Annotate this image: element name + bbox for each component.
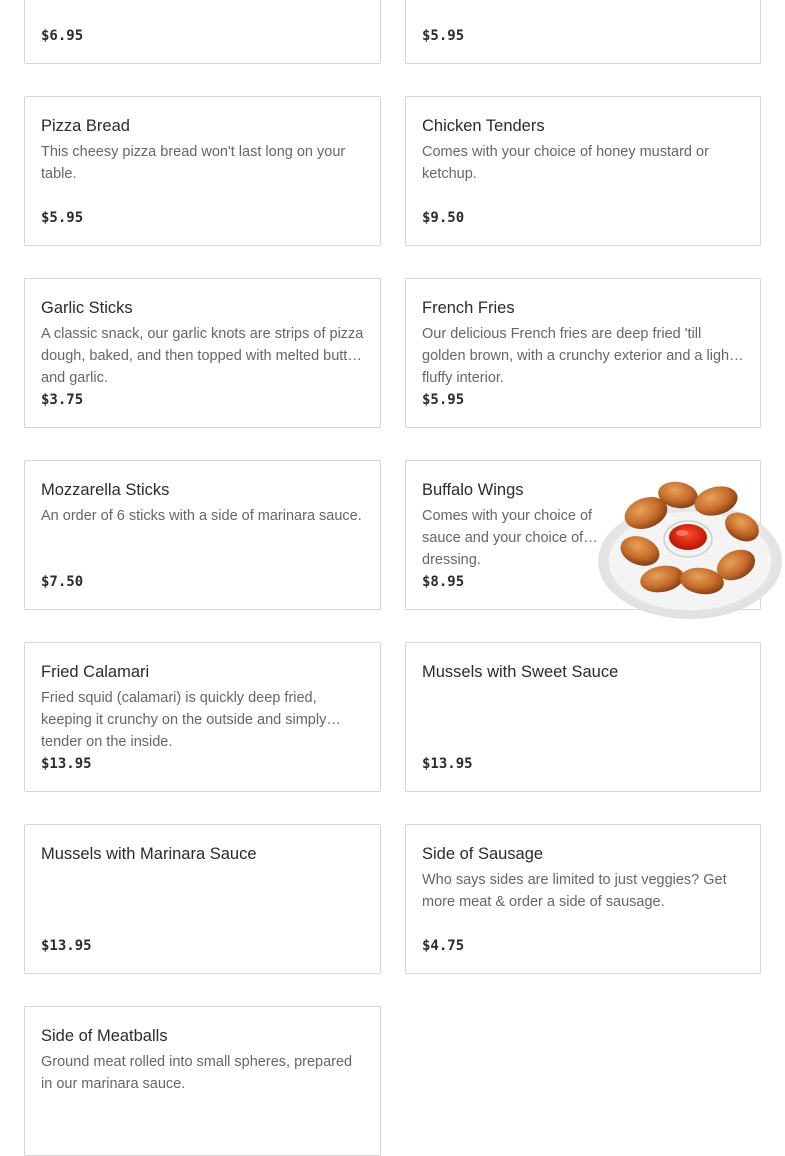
menu-item-card-buffalo-wings[interactable] <box>405 460 761 610</box>
menu-item-body <box>422 643 744 791</box>
menu-item-title: Garlic Sticks <box>41 299 133 317</box>
menu-item-price: $7.50 <box>41 574 84 590</box>
menu-item-title: French Fries <box>422 299 515 317</box>
menu-item-price: $13.95 <box>422 756 473 772</box>
menu-item-title: Mozzarella Sticks <box>41 481 170 499</box>
menu-item-title: Chicken Tenders <box>422 117 545 135</box>
menu-item-body <box>41 97 364 245</box>
menu-item-description <box>422 0 744 3</box>
menu-item-card-side-of-sausage[interactable] <box>405 824 761 974</box>
menu-item-body <box>422 0 744 63</box>
menu-item-price: $4.75 <box>422 938 465 954</box>
menu-item-body <box>422 279 744 427</box>
menu-item-body <box>41 825 364 973</box>
menu-item-price: $13.95 <box>41 938 92 954</box>
menu-item-body <box>41 0 364 63</box>
menu-item-price: $3.75 <box>41 392 84 408</box>
menu-item-description: Fried squid (calamari) is quickly deep fried, keeping it crunchy on the outside and simply tender on the inside. <box>41 690 327 750</box>
menu-item-description: Comes with your choice of sauce and your choice of dressing. <box>422 508 593 568</box>
menu-item-card-garlic-sticks[interactable] <box>24 278 381 428</box>
menu-item-body <box>422 461 600 609</box>
menu-item-title: Side of Sausage <box>422 845 544 863</box>
menu-item-body <box>41 1007 364 1155</box>
menu-item-card-mussels-sweet-sauce[interactable] <box>405 642 761 792</box>
menu-item-description: An order of 6 sticks with a side of marinara sauce. <box>41 508 362 524</box>
menu-item-body <box>41 643 364 791</box>
buffalo-wings-photo <box>616 461 760 609</box>
menu-item-card-mussels-marinara[interactable] <box>24 824 381 974</box>
menu-item-title: Buffalo Wings <box>422 481 524 499</box>
menu-item-title: Fried Calamari <box>41 663 150 681</box>
menu-item-price: $8.95 <box>422 574 465 590</box>
menu-item-body <box>41 461 364 609</box>
menu-item-grid <box>24 0 761 1156</box>
menu-item-title: Pizza Bread <box>41 117 130 135</box>
menu-item-body <box>422 97 744 245</box>
menu-item-description: A classic snack, our garlic knots are strips of pizza dough, baked, and then topped with melted butter and garlic. <box>41 326 364 386</box>
menu-item-description: Ground meat rolled into small spheres, prepared in our marinara sauce. <box>41 1054 353 1092</box>
menu-item-card[interactable] <box>24 0 381 64</box>
menu-item-price: $5.95 <box>422 392 465 408</box>
menu-item-card-mozzarella-sticks[interactable] <box>24 460 381 610</box>
menu-item-price: $5.95 <box>422 28 465 44</box>
menu-item-price: $6.95 <box>41 28 84 44</box>
menu-item-description: Who says sides are limited to just veggies? Get more meat & order a side of sausage. <box>422 872 727 910</box>
menu-item-title: Side of Meatballs <box>41 1027 168 1045</box>
menu-item-card-side-of-meatballs[interactable] <box>24 1006 381 1156</box>
menu-item-card-pizza-bread[interactable] <box>24 96 381 246</box>
menu-item-body <box>422 825 744 973</box>
menu-item-description: Our delicious French fries are deep fried 'till golden brown, with a crunchy exterior and a light fluffy interior. <box>422 326 734 386</box>
menu-item-card[interactable] <box>405 0 761 64</box>
menu-item-card-chicken-tenders[interactable] <box>405 96 761 246</box>
menu-item-price: $13.95 <box>41 756 92 772</box>
menu-item-description: This cheesy pizza bread won't last long on your table. <box>41 144 346 182</box>
buffalo-wings-image <box>616 461 760 609</box>
menu-item-title: Mussels with Marinara Sauce <box>41 845 257 863</box>
menu-item-card-french-fries[interactable] <box>405 278 761 428</box>
menu-item-body <box>41 279 364 427</box>
menu-item-price: $9.50 <box>422 210 465 226</box>
menu-item-card-fried-calamari[interactable] <box>24 642 381 792</box>
menu-item-price: $5.95 <box>41 210 84 226</box>
menu-item-description: Comes with your choice of honey mustard or ketchup. <box>422 144 709 182</box>
menu-item-title: Mussels with Sweet Sauce <box>422 663 619 681</box>
